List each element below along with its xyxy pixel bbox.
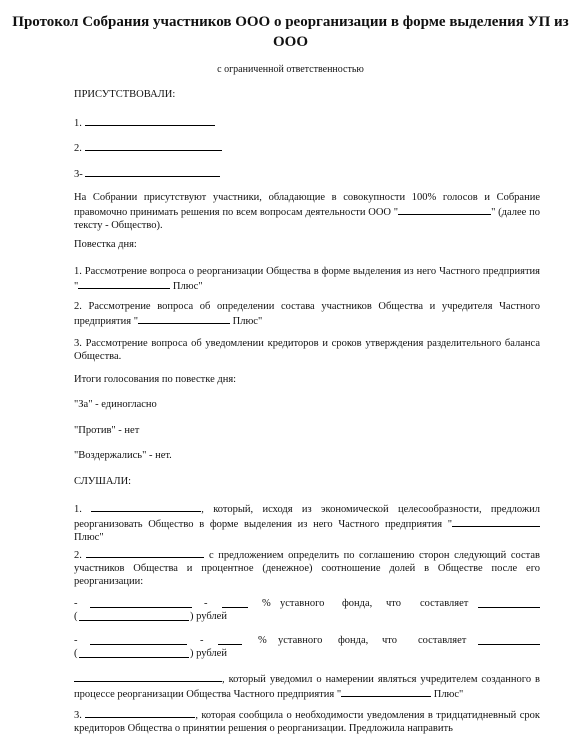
present-heading: ПРИСУТСТВОВАЛИ: [74,89,176,100]
blank-line [478,597,540,608]
blank-line [218,634,242,645]
participant-number: 1. [74,118,82,129]
open-paren: ( [74,611,78,622]
blank-line [341,686,431,697]
blank-line [398,204,491,215]
blank-line [222,597,248,608]
agenda-item-3 [74,337,540,363]
word-sostavlyaet: составляет [418,635,467,646]
blank-line [79,610,189,621]
participant-number: 2. [74,143,82,154]
word-fonda: фонда, [342,598,373,609]
share-row-2 [74,634,540,647]
agenda-text: 1. Рассмотрение вопроса о реорганизации Общества в форме выделения из него Частного предприятия " [74,266,540,292]
blank-line [138,313,230,324]
blank-line [78,278,170,289]
agenda-text: 3. Рассмотрение вопроса об уведомлении кредиторов и сроков утверждения разделительного баланса Общества. [74,338,540,362]
blank-line [85,166,220,177]
percent-sign: % [262,598,271,609]
heard-text: с предложением определить по соглашению сторон следующий состав участников Общества и процентное (денежное) соотношение долей в Обществе после его реорганизации: [74,550,540,587]
vote-for: "За" - единогласно [74,399,157,410]
blank-line [90,634,187,645]
dash: - [204,598,208,609]
agenda-text-end: Плюс" [172,281,203,292]
word-ustavnogo: уставного [280,598,325,609]
item-number: 3. [74,710,82,721]
blank-line [74,671,222,682]
notified-text-end: Плюс" [433,689,464,700]
word-sostavlyaet: составляет [420,598,469,609]
participant-line-1 [74,115,540,130]
blank-line [85,115,215,126]
heard-text: , который, исходя из экономической целесообразности, предложил реорганизовать Общество в форме выделения из него Частного предприятия " [74,504,541,530]
intro-text-2: " (далее по тексту - Общество). [74,207,540,231]
item-number: 1. [74,504,82,515]
rubles-label: ) рублей [190,611,227,622]
rubles-label: ) рублей [190,648,227,659]
voting-heading: Итоги голосования по повестке дня: [74,374,237,385]
percent-sign: % [258,635,267,646]
agenda-item-1 [74,265,540,293]
participant-number: 3- [74,169,83,180]
blank-line [90,597,192,608]
item-number: 2. [74,550,82,561]
blank-line [85,140,222,151]
document-subtitle: с ограниченной ответственностью [217,64,364,75]
word-chto: что [386,598,401,609]
dash: - [74,635,78,646]
vote-against: "Против" - нет [74,425,140,436]
notified-paragraph [74,671,540,701]
heard-item-2 [74,547,540,588]
blank-line [86,547,204,558]
word-chto: что [382,635,397,646]
participant-line-2 [74,140,540,155]
share-row-1-amount [74,610,540,623]
word-fonda: фонда, [338,635,369,646]
agenda-item-2 [74,300,540,328]
blank-line [79,647,189,658]
blank-line [478,634,540,645]
vote-abstained: "Воздержались" - нет. [74,450,172,461]
participant-line-3 [74,166,540,181]
open-paren: ( [74,648,78,659]
blank-line [85,707,195,718]
intro-paragraph [74,191,540,232]
blank-line [91,501,201,512]
agenda-text-end: Плюс" [232,316,263,327]
heard-item-3 [74,707,540,734]
dash: - [74,598,78,609]
agenda-text: 2. Рассмотрение вопроса об определении состава участников Общества и учредителя Частного предприятия " [74,301,540,327]
heard-text: , которая сообщила о необходимости уведомления в тридцатидневный срок кредиторов Общества о принятии решения о реорганизации. Предложила направить [74,710,540,734]
word-ustavnogo: уставного [278,635,323,646]
heard-item-1 [74,501,540,544]
notified-text: , который уведомил о намерении являться учредителем созданного в процессе реорганизации Общества Частного предприятия " [74,674,540,700]
document-title: Протокол Собрания участников ООО о реорганизации в форме выделения УП из ООО [12,14,569,50]
share-row-1 [74,597,540,610]
dash: - [200,635,204,646]
share-row-2-amount [74,647,540,660]
intro-text-1: На Собрании присутствуют участники, обладающие в совокупности 100% голосов и Собрание правомочно принимать решения по всем вопросам деятельности ООО " [74,192,540,218]
agenda-heading: Повестка дня: [74,239,137,250]
heard-text-end: Плюс" [74,532,104,543]
heard-heading: СЛУШАЛИ: [74,476,132,487]
blank-line [452,516,540,527]
